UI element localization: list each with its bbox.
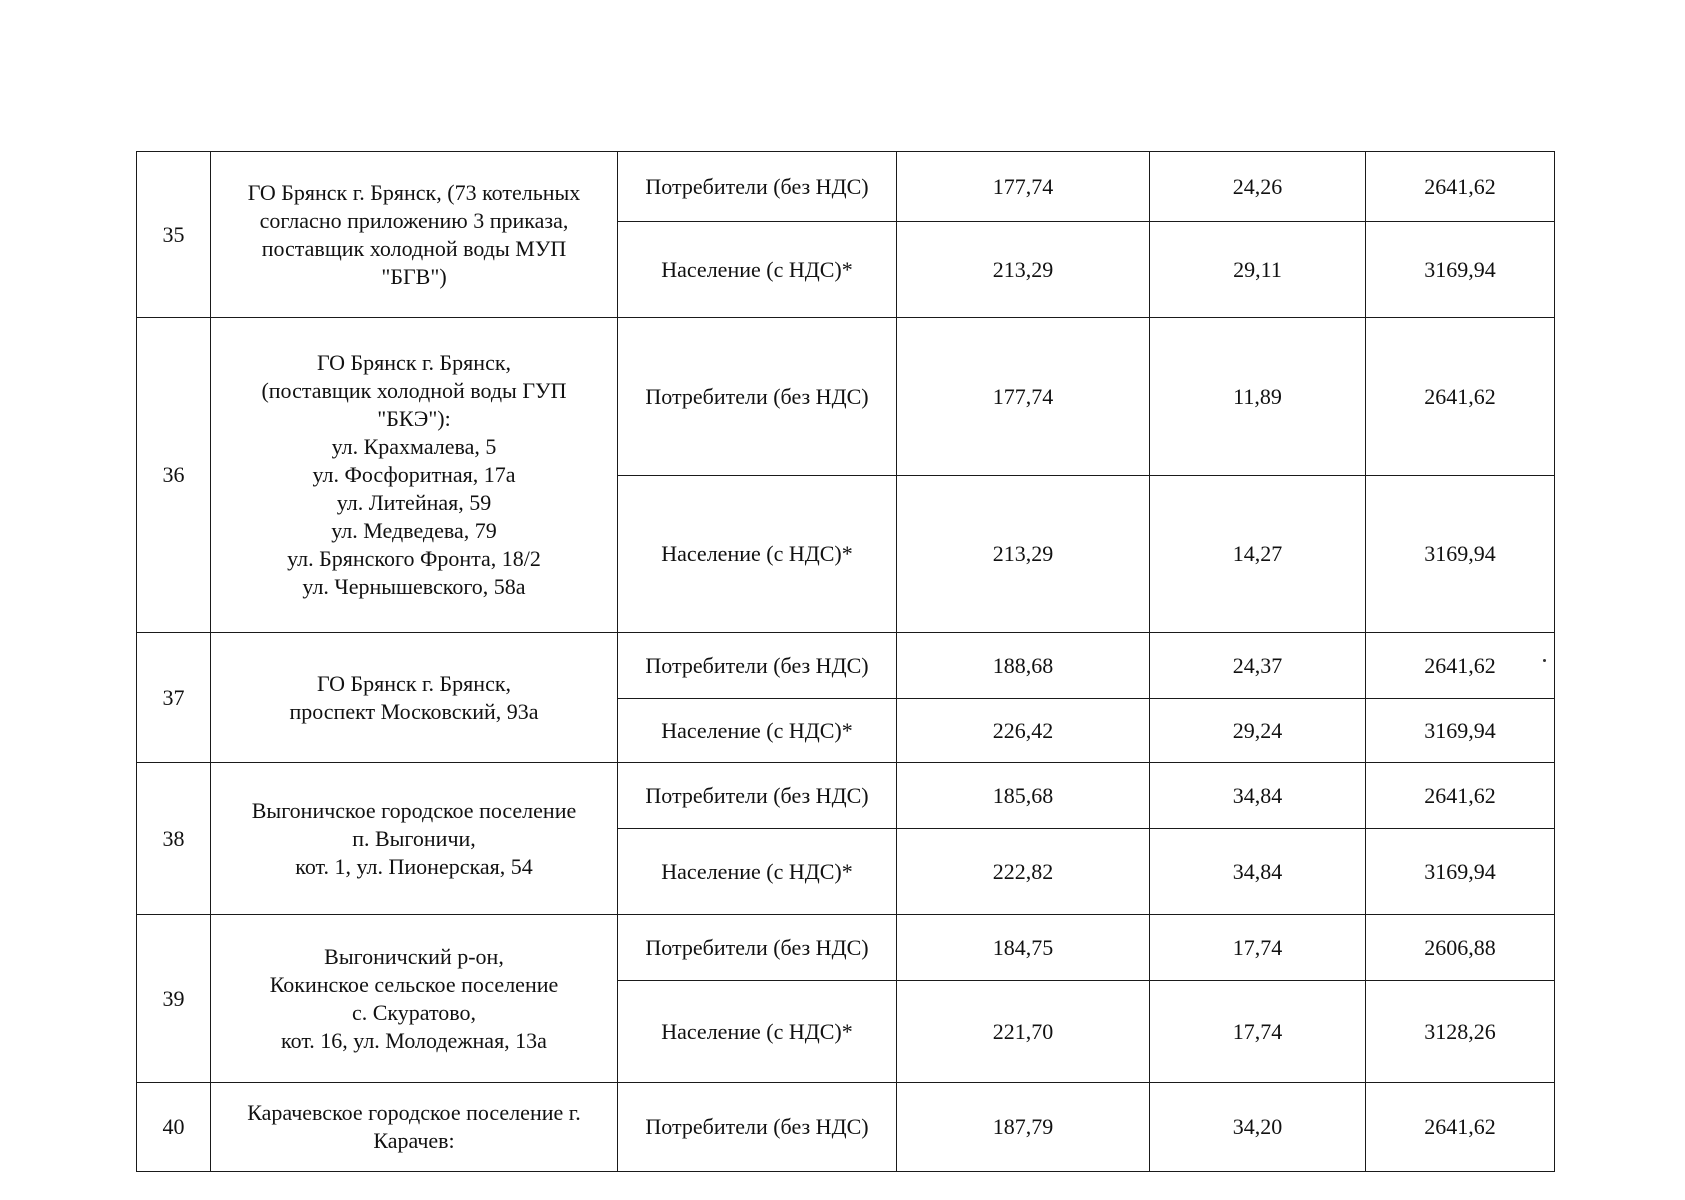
location-line: кот. 1, ул. Пионерская, 54 [295,853,533,879]
value-cell-3: 2641,62 [1366,1083,1555,1172]
value-cell-1: 188,68 [897,633,1150,699]
consumer-category: Население (с НДС)* [618,829,897,915]
location-line: Кокинское сельское поселение [269,971,559,997]
value-cell-1: 177,74 [897,152,1150,222]
consumer-category: Потребители (без НДС) [618,318,897,476]
location-cell [211,763,618,915]
location-line: согласно приложению 3 приказа, [259,207,569,233]
value-cell-2: 17,74 [1150,981,1366,1083]
consumer-category: Потребители (без НДС) [618,152,897,222]
location-cell [211,633,618,763]
location-line: ул. Крахмалева, 5 [331,434,497,459]
value-cell-3: 3169,94 [1366,699,1555,763]
location-line: проспект Московский, 93а [289,698,539,724]
table-row [137,152,1555,222]
value-cell-2: 24,37 [1150,633,1366,699]
value-cell-2: 24,26 [1150,152,1366,222]
scan-speck [1543,659,1546,662]
consumer-category: Потребители (без НДС) [618,763,897,829]
value-cell-1: 177,74 [897,318,1150,476]
value-cell-2: 11,89 [1150,318,1366,476]
location-cell [211,915,618,1083]
location-cell [211,318,618,633]
consumer-category: Потребители (без НДС) [618,915,897,981]
tariff-table [136,151,1555,1172]
location-line: ГО Брянск г. Брянск, (73 котельных [247,179,581,205]
row-number: 39 [137,915,211,1083]
table-row [137,1083,1555,1172]
consumer-category: Население (с НДС)* [618,476,897,633]
consumer-category: Население (с НДС)* [618,981,897,1083]
location-line: "БГВ") [381,263,447,289]
value-cell-3: 2641,62 [1366,633,1555,699]
value-cell-1: 184,75 [897,915,1150,981]
location-line: с. Скуратово, [351,999,477,1025]
consumer-category: Потребители (без НДС) [618,1083,897,1172]
location-line: кот. 16, ул. Молодежная, 13а [281,1027,547,1053]
location-line: ул. Литейная, 59 [336,490,492,515]
value-cell-1: 221,70 [897,981,1150,1083]
value-cell-2: 14,27 [1150,476,1366,633]
value-cell-1: 185,68 [897,763,1150,829]
location-line: ГО Брянск г. Брянск, [316,670,512,696]
value-cell-2: 29,24 [1150,699,1366,763]
location-line: п. Выгоничи, [352,825,476,851]
location-line: Выгоничское городское поселение [251,797,577,823]
value-cell-3: 3169,94 [1366,829,1555,915]
value-cell-1: 213,29 [897,476,1150,633]
value-cell-2: 34,84 [1150,763,1366,829]
value-cell-1: 187,79 [897,1083,1150,1172]
value-cell-1: 226,42 [897,699,1150,763]
value-cell-3: 2641,62 [1366,152,1555,222]
value-cell-1: 213,29 [897,222,1150,318]
row-number: 36 [137,318,211,633]
table-row [137,318,1555,476]
location-line: "БКЭ"): [377,406,451,431]
value-cell-2: 17,74 [1150,915,1366,981]
value-cell-2: 34,20 [1150,1083,1366,1172]
consumer-category: Население (с НДС)* [618,222,897,318]
consumer-category: Население (с НДС)* [618,699,897,763]
location-line: Карачев: [373,1128,455,1153]
location-line: ул. Фосфоритная, 17а [312,462,516,487]
row-number: 37 [137,633,211,763]
value-cell-3: 2641,62 [1366,763,1555,829]
value-cell-3: 3169,94 [1366,222,1555,318]
value-cell-3: 3128,26 [1366,981,1555,1083]
location-line: ул. Медведева, 79 [331,518,497,543]
value-cell-1: 222,82 [897,829,1150,915]
table-row [137,915,1555,981]
location-line: ГО Брянск г. Брянск, [316,350,512,375]
table-row [137,763,1555,829]
row-number: 38 [137,763,211,915]
location-line: Выгоничский р-он, [324,943,504,969]
location-line: (поставщик холодной воды ГУП [261,378,567,403]
value-cell-3: 3169,94 [1366,476,1555,633]
location-line: Карачевское городское поселение г. [247,1100,581,1125]
value-cell-3: 2641,62 [1366,318,1555,476]
row-number: 35 [137,152,211,318]
consumer-category: Потребители (без НДС) [618,633,897,699]
value-cell-2: 34,84 [1150,829,1366,915]
value-cell-3: 2606,88 [1366,915,1555,981]
location-cell [211,152,618,318]
location-line: поставщик холодной воды МУП [261,235,567,261]
value-cell-2: 29,11 [1150,222,1366,318]
location-cell [211,1083,618,1172]
table-row [137,633,1555,699]
location-line: ул. Брянского Фронта, 18/2 [287,546,541,571]
location-line: ул. Чернышевского, 58а [302,574,526,599]
row-number: 40 [137,1083,211,1172]
